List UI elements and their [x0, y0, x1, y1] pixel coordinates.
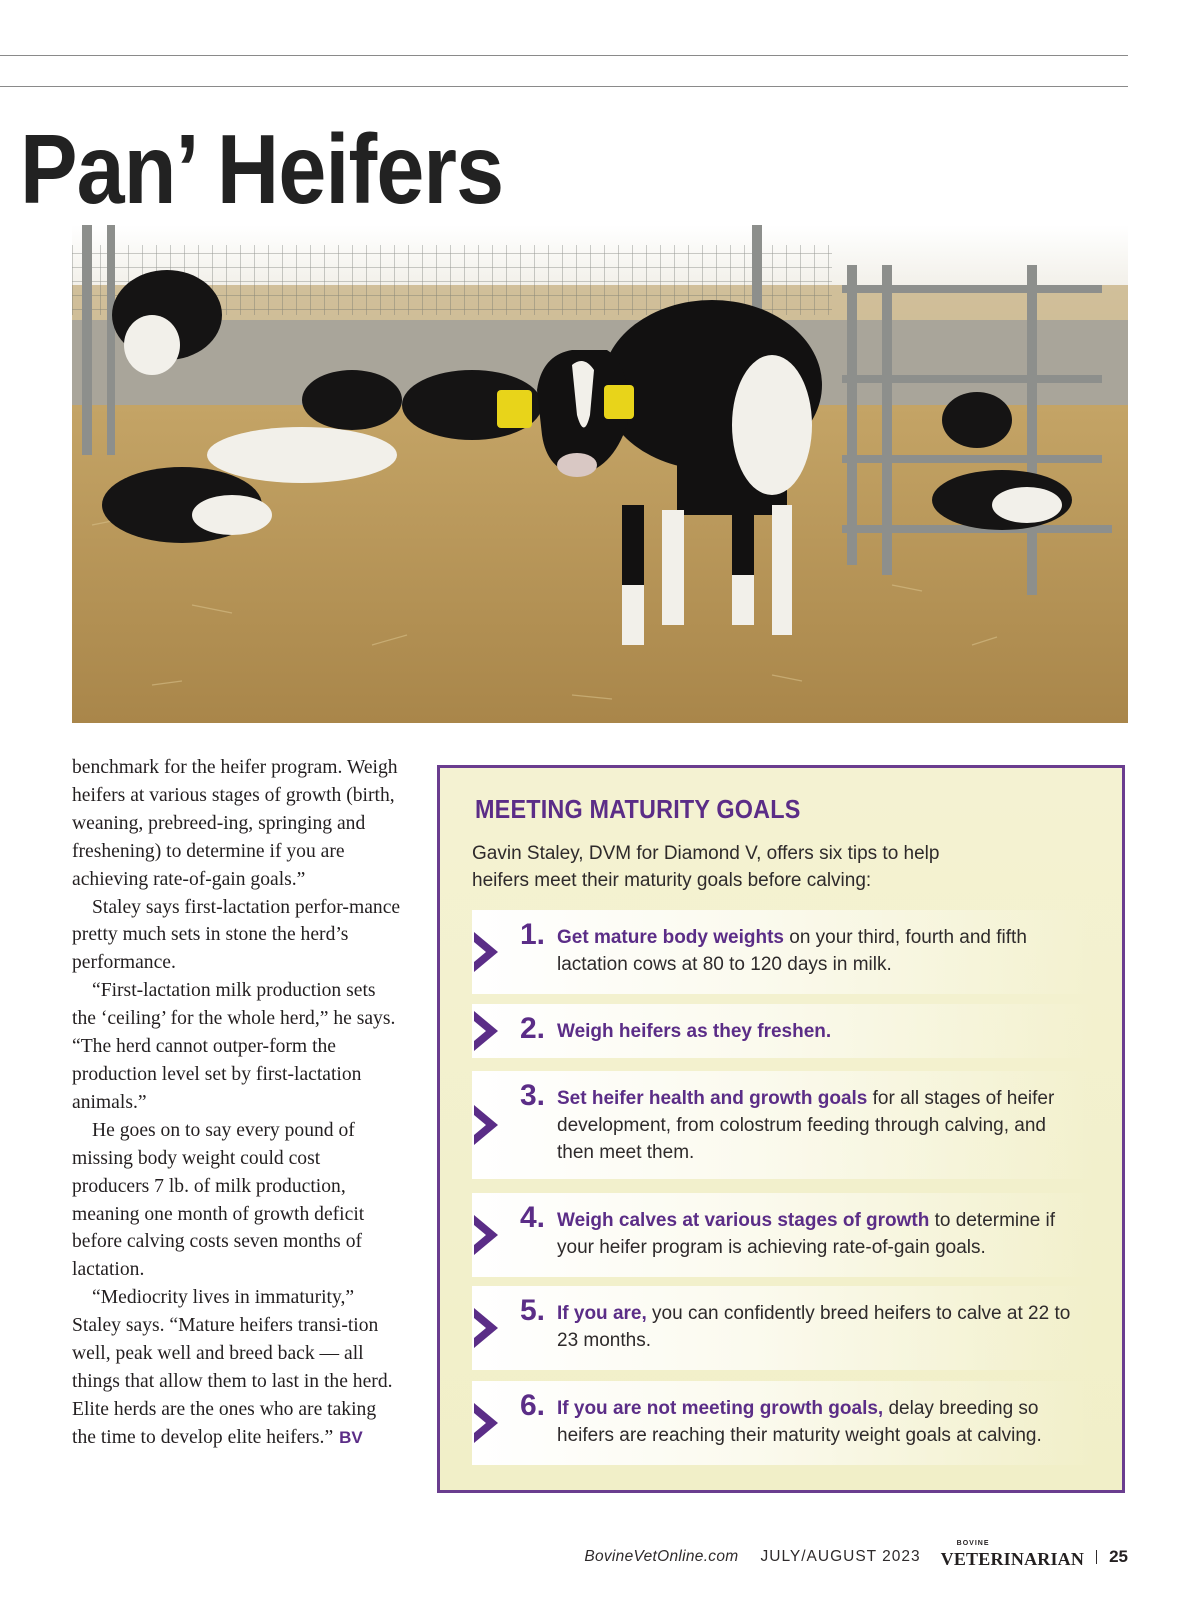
headline: Pan’ Heifers [20, 114, 504, 224]
tip-item [472, 1193, 1095, 1277]
sidebar-intro: Gavin Staley, DVM for Diamond V, offers six tips to help heifers meet their maturity goals before calving: [472, 843, 940, 891]
tip-item [472, 1004, 1095, 1058]
tip-text [557, 1085, 1077, 1166]
body-paragraph-text: “Mediocrity lives in immaturity,” Staley says. “Mature heifers transi-tion well, peak well and breed back — all things that allow them to last in the herd. Elite herds are the ones who are taking the time to develop elite heifers.” [72, 1287, 393, 1448]
body-paragraph-last [72, 1284, 402, 1451]
footer-issue-date: JULY/AUGUST 2023 [760, 1548, 921, 1565]
end-mark: BV [339, 1427, 363, 1447]
chevron-right-icon [472, 932, 498, 972]
body-paragraph: “First-lactation milk production sets the ‘ceiling’ for the whole herd,” he says. “The herd cannot outper-form the production level set by first-lactation animals.” [72, 980, 396, 1113]
tip-rest: to determine if your heifer program is achieving rate-of-gain goals. [557, 1210, 1056, 1258]
tip-item [472, 1071, 1095, 1179]
page-number: 25 [1109, 1547, 1128, 1566]
body-paragraph: Staley says first-lactation perfor-mance pretty much sets in stone the herd’s performance. [72, 896, 401, 974]
chevron-right-icon [472, 1105, 498, 1145]
tip-number: 1. [520, 918, 546, 951]
tip-rest: for all stages of heifer development, from colostrum feeding through calving, and then meet them. [557, 1088, 1055, 1163]
tip-number: 3. [520, 1079, 546, 1112]
tip-text [557, 1018, 1077, 1045]
tip-lead: If you are, [557, 1303, 647, 1324]
tip-lead: Weigh heifers as they freshen. [557, 1021, 832, 1042]
body-paragraph: He goes on to say every pound of missing body weight could cost producers 7 lb. of milk production, meaning one month of growth deficit before calving costs seven months of lactation. [72, 1119, 365, 1281]
logo-text: VETERINARIAN [940, 1548, 1085, 1569]
calves-photo [72, 225, 1128, 723]
tip-lead: Set heifer health and growth goals [557, 1088, 868, 1109]
tip-text [557, 924, 1077, 978]
tip-item [472, 1381, 1095, 1465]
logo-small-text: BOVINE [956, 1539, 990, 1547]
tip-number: 6. [520, 1389, 546, 1422]
second-rule [0, 86, 1128, 87]
chevron-right-icon [472, 1308, 498, 1348]
top-rule [0, 55, 1128, 56]
chevron-right-icon [472, 1215, 498, 1255]
body-paragraph: benchmark for the heifer program. Weigh heifers at various stages of growth (birth, weaning, prebreed-ing, springing and freshening) to determine if you are achieving rate-of-gain goals.” [72, 757, 398, 890]
page-footer [584, 1539, 1128, 1569]
tip-number: 4. [520, 1201, 546, 1234]
tip-rest: you can confidently breed heifers to calve at 22 to 23 months. [557, 1303, 1071, 1351]
sidebar-box [437, 765, 1125, 1493]
tip-number: 5. [520, 1294, 546, 1327]
tip-number: 2. [520, 1012, 546, 1045]
tip-lead: If you are not meeting growth goals, [557, 1398, 884, 1419]
chevron-right-icon [472, 1403, 498, 1443]
tip-lead: Weigh calves at various stages of growth [557, 1210, 930, 1231]
calves-photo-illustration [72, 225, 1128, 723]
sidebar-title: MEETING MATURITY GOALS [475, 794, 801, 824]
chevron-right-icon [472, 1011, 498, 1051]
tip-item [472, 1286, 1095, 1370]
footer-website: BovineVetOnline.com [584, 1548, 739, 1565]
tip-lead: Get mature body weights [557, 927, 784, 948]
publication-logo [940, 1539, 1085, 1570]
tip-text [557, 1300, 1077, 1354]
tip-rest: delay breeding so heifers are reaching their maturity weight goals at calving. [557, 1398, 1042, 1446]
tip-text [557, 1395, 1077, 1449]
tip-text [557, 1207, 1077, 1261]
tip-item [472, 910, 1095, 994]
footer-divider [1096, 1550, 1097, 1564]
tip-rest: on your third, fourth and fifth lactation cows at 80 to 120 days in milk. [557, 927, 1027, 975]
body-text-column [72, 754, 402, 1452]
